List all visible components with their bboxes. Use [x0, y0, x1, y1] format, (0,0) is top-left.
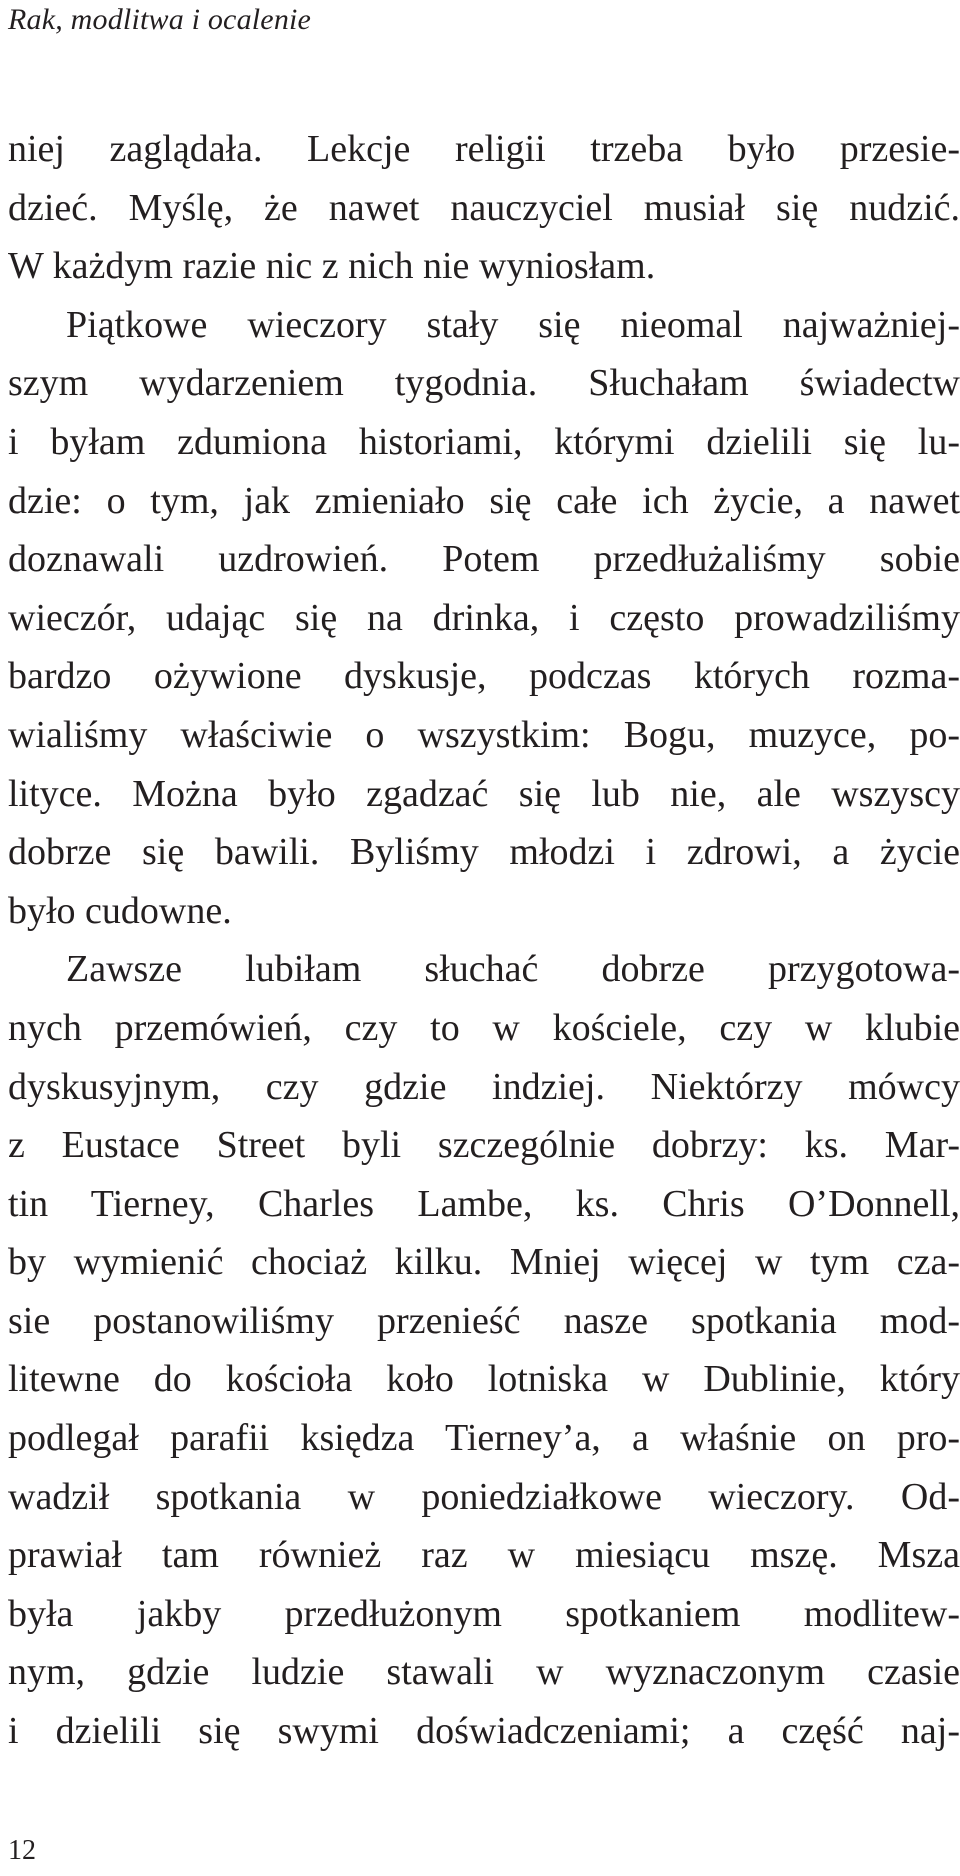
text-line: wieczór, udając się na drinka, i często prowadziliśmy — [8, 596, 960, 639]
text-line: bardzo ożywione dyskusje, podczas których rozma- — [8, 655, 960, 698]
text-line: z Eustace Street byli szczególnie dobrzy: ks. Mar- — [8, 1124, 960, 1167]
text-line: W każdym razie nic z nich nie wyniosłam. — [8, 245, 656, 288]
text-line: sie postanowiliśmy przenieść nasze spotkania mod- — [8, 1299, 960, 1342]
text-line: i byłam zdumiona historiami, którymi dzielili się lu- — [8, 420, 960, 463]
text-line: dzie: o tym, jak zmieniało się całe ich życie, a nawet — [8, 479, 960, 522]
text-line: Zawsze lubiłam słuchać dobrze przygotowa- — [66, 948, 960, 991]
text-line: by wymienić chociaż kilku. Mniej więcej w tym cza- — [8, 1241, 960, 1284]
text-line: wialiśmy właściwie o wszystkim: Bogu, muzyce, po- — [8, 713, 960, 756]
text-line: niej zaglądała. Lekcje religii trzeba było przesie- — [8, 128, 960, 170]
text-line: lityce. Można było zgadzać się lub nie, ale wszyscy — [8, 772, 960, 815]
body-text — [8, 120, 960, 1761]
text-line: wadził spotkania w poniedziałkowe wieczory. Od- — [8, 1475, 960, 1518]
text-line: litewne do kościoła koło lotniska w Dublinie, który — [8, 1358, 960, 1401]
text-line: szym wydarzeniem tygodnia. Słuchałam świadectw — [8, 362, 960, 405]
text-line: i dzielili się swymi doświadczeniami; a część naj- — [8, 1710, 960, 1753]
text-line: tin Tierney, Charles Lambe, ks. Chris O’Donnell, — [8, 1182, 960, 1225]
text-line: dyskusyjnym, czy gdzie indziej. Niektórzy mówcy — [8, 1065, 960, 1108]
running-head: Rak, modlitwa i ocalenie — [8, 3, 312, 36]
text-line: było cudowne. — [8, 889, 232, 932]
page-number: 12 — [8, 1835, 36, 1866]
text-line: podlegał parafii księdza Tierney’a, a właśnie on pro- — [8, 1417, 960, 1460]
text-line: dobrze się bawili. Byliśmy młodzi i zdrowi, a życie — [8, 831, 960, 874]
text-line: nych przemówień, czy to w kościele, czy w klubie — [8, 1006, 960, 1049]
text-line: dzieć. Myślę, że nawet nauczyciel musiał się nudzić. — [8, 186, 960, 229]
text-line: Piątkowe wieczory stały się nieomal najważniej- — [66, 303, 960, 346]
text-line: była jakby przedłużonym spotkaniem modlitew- — [8, 1592, 960, 1635]
text-line: prawiał tam również raz w miesiącu mszę. Msza — [8, 1534, 960, 1577]
text-line: doznawali uzdrowień. Potem przedłużaliśmy sobie — [8, 538, 960, 581]
text-line: nym, gdzie ludzie stawali w wyznaczonym czasie — [8, 1651, 960, 1694]
